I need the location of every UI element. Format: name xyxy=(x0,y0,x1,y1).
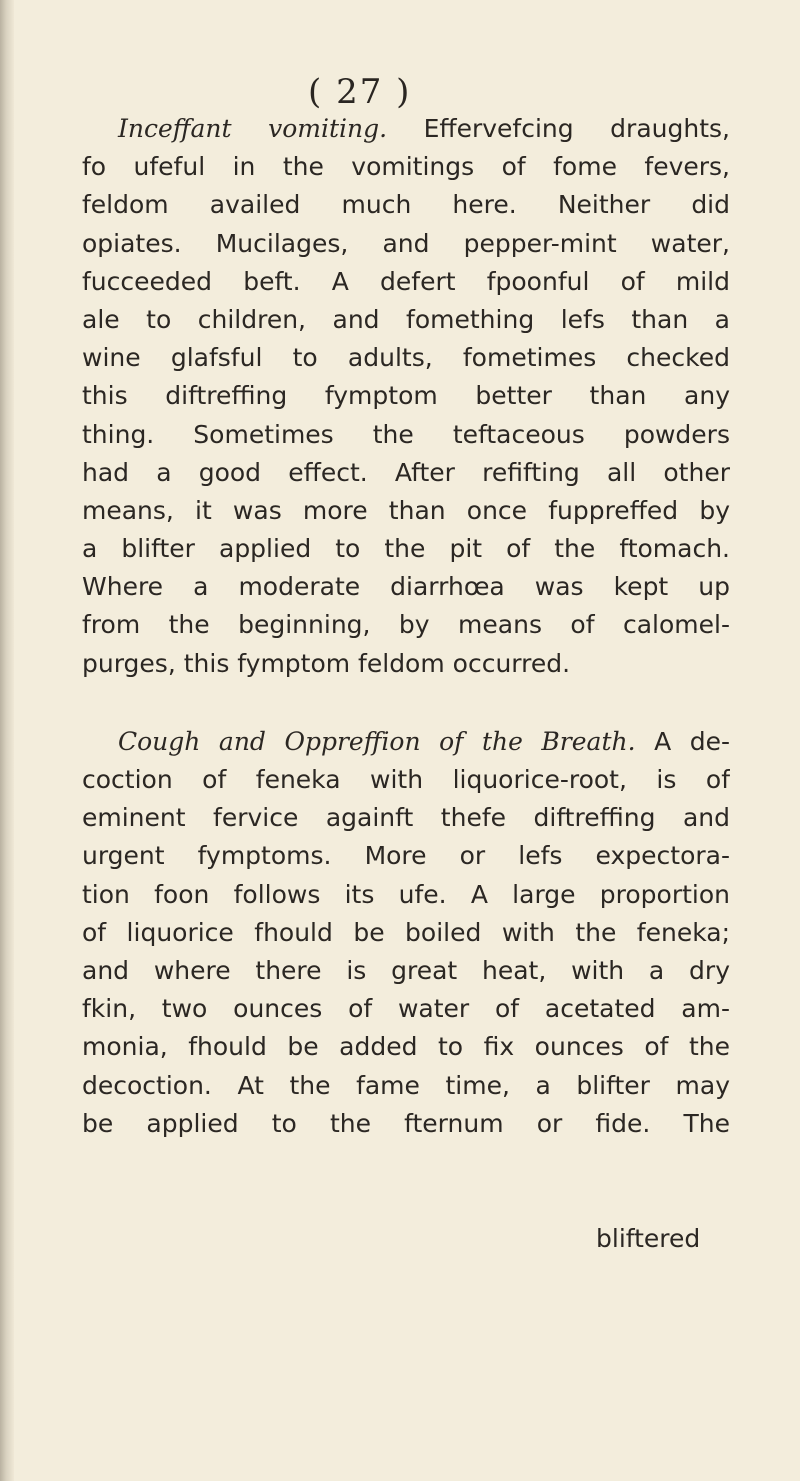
text-line: from the beginning, by means of calomel- xyxy=(82,610,730,640)
text-line: Where a moderate diarrhœa was kept up xyxy=(82,572,730,602)
text-line: A de- xyxy=(635,726,730,756)
catchword: bliftered xyxy=(596,1224,701,1253)
section-heading-vomiting: Inceffant vomiting. xyxy=(118,114,388,143)
text-line: feldom availed much here. Neither did xyxy=(82,190,730,220)
text-line: opiates. Mucilages, and pepper-mint water, xyxy=(82,228,730,258)
text-line: this diftreffing fymptom better than any xyxy=(82,381,730,411)
text-line: coction of feneka with liquorice-root, is of xyxy=(82,765,730,794)
text-line: fo ufeful in the vomitings of fome fevers, xyxy=(82,152,730,182)
text-line: be applied to the fternum or fide. The xyxy=(82,1108,730,1138)
text-line: Effervefcing draughts, xyxy=(387,114,730,143)
page-number-header: ( 27 ) xyxy=(308,72,412,112)
text-line: ale to children, and fomething lefs than a xyxy=(82,304,730,334)
text-line: decoction. At the fame time, a blifter may xyxy=(82,1070,730,1100)
text-line: fkin, two ounces of water of acetated am- xyxy=(82,994,730,1024)
paragraph-1-first-line xyxy=(82,110,730,148)
text-line: a blifter applied to the pit of the ftomach. xyxy=(82,534,730,564)
text-line: had a good effect. After refifting all other xyxy=(82,457,730,487)
paragraph-gap xyxy=(82,683,730,723)
text-line: purges, this fymptom feldom occurred. xyxy=(82,648,571,678)
page-gutter-shadow xyxy=(0,0,14,1481)
text-line: thing. Sometimes the teftaceous powders xyxy=(82,419,730,449)
text-line: tion foon follows its ufe. A large proportion xyxy=(82,879,730,909)
text-line: of liquorice fhould be boiled with the feneka; xyxy=(82,917,730,947)
text-line: fucceeded beft. A defert fpoonful of mild xyxy=(82,266,730,296)
text-line: monia, fhould be added to fix ounces of the xyxy=(82,1032,730,1062)
text-line: wine glafsful to adults, fometimes checked xyxy=(82,343,730,373)
text-line: means, it was more than once fuppreffed by xyxy=(82,495,730,525)
text-line: urgent fymptoms. More or lefs expectora- xyxy=(82,841,730,871)
paragraph-2-first-line xyxy=(82,723,730,761)
text-line: eminent fervice againft thefe diftreffing and xyxy=(82,803,730,833)
body-text xyxy=(82,110,730,1143)
text-line: and where there is great heat, with a dry xyxy=(82,955,730,985)
section-heading-cough: Cough and Oppreffion of the Breath. xyxy=(118,726,636,756)
